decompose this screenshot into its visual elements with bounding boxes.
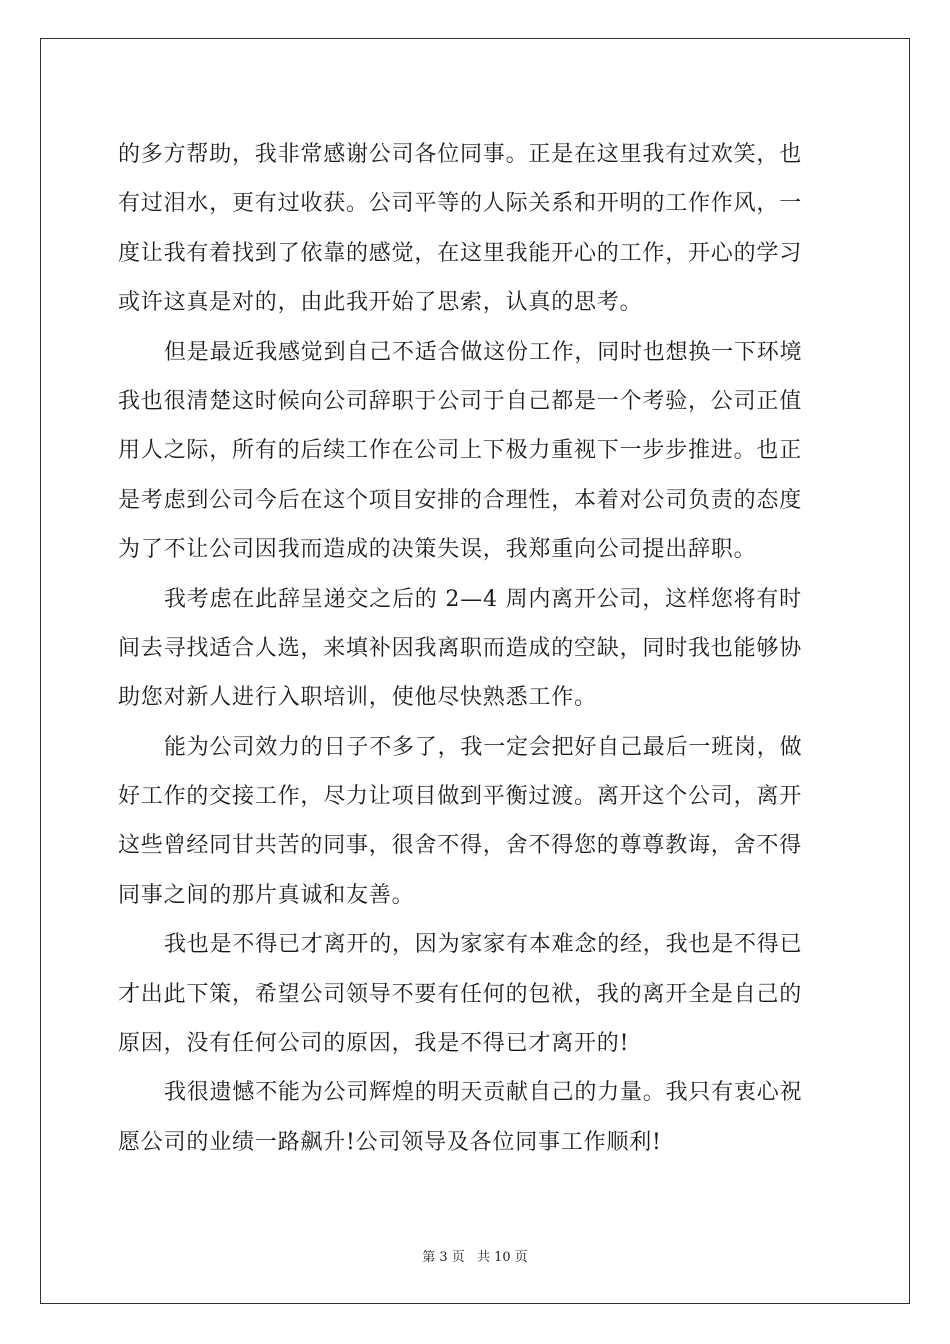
text-line: 才出此下策，希望公司领导不要有任何的包袱，我的离开全是自己的 [118, 981, 803, 1007]
text-line-paragraph-start: 能为公司效力的日子不多了，我一定会把好自己最后一班岗，做 [164, 734, 803, 760]
text-line: 有过泪水，更有过收获。公司平等的人际关系和开明的工作作风，一 [118, 191, 803, 217]
text-line: 或许这真是对的，由此我开始了思索，认真的思考。 [118, 290, 643, 316]
text-line: 我也很清楚这时候向公司辞职于公司于自己都是一个考验，公司正值 [118, 388, 803, 414]
document-body [118, 130, 834, 1167]
text-line: 的多方帮助，我非常感谢公司各位同事。正是在这里我有过欢笑，也 [118, 142, 803, 167]
page-footer [0, 1246, 950, 1265]
text-line-paragraph-start: 我考虑在此辞呈递交之后的 2—4 周内离开公司，这样您将有时 [164, 586, 802, 612]
text-line: 愿公司的业绩一路飙升!公司领导及各位同事工作顺利! [118, 1129, 662, 1155]
text-line: 度让我有着找到了依靠的感觉，在这里我能开心的工作，开心的学习 [118, 240, 803, 266]
text-line: 是考虑到公司今后在这个项目安排的合理性，本着对公司负责的态度 [118, 487, 803, 513]
text-line: 同事之间的那片真诚和友善。 [118, 882, 415, 908]
text-line-paragraph-start: 我很遗憾不能为公司辉煌的明天贡献自己的力量。我只有衷心祝 [164, 1080, 803, 1106]
text-line-paragraph-start: 我也是不得已才离开的，因为家家有本难念的经，我也是不得已 [164, 932, 803, 958]
text-line: 好工作的交接工作，尽力让项目做到平衡过渡。离开这个公司，离开 [118, 784, 803, 810]
text-line: 间去寻找适合人选，来填补因我离职而造成的空缺，同时我也能够协 [118, 635, 803, 661]
text-line-paragraph-start: 但是最近我感觉到自己不适合做这份工作，同时也想换一下环境 [164, 339, 803, 365]
text-line: 原因，没有任何公司的原因，我是不得已才离开的! [118, 1031, 630, 1057]
text-line: 助您对新人进行入职培训，使他尽快熟悉工作。 [118, 685, 597, 711]
text-line: 这些曾经同甘共苦的同事，很舍不得，舍不得您的尊尊教诲，舍不得 [118, 833, 803, 859]
text-line: 用人之际，所有的后续工作在公司上下极力重视下一步步推进。也正 [118, 438, 803, 464]
text-line: 为了不让公司因我而造成的决策失误，我郑重向公司提出辞职。 [118, 537, 757, 563]
page-number: 第 3 页 [422, 1250, 465, 1265]
page-total: 共 10 页 [476, 1250, 528, 1265]
